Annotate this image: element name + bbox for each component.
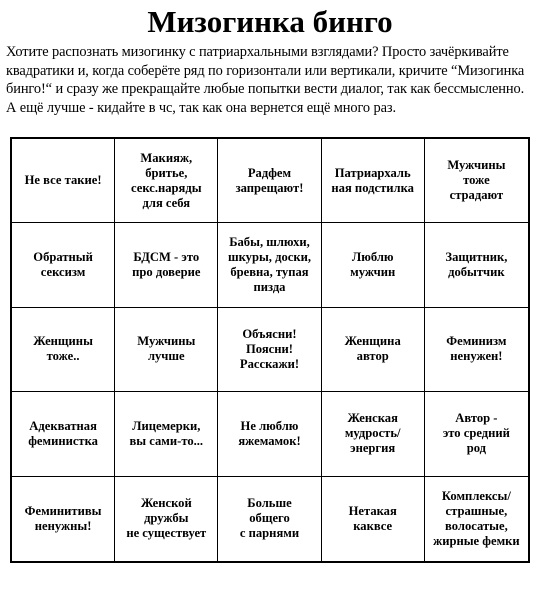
bingo-cell[interactable]: Женщина автор	[322, 308, 425, 392]
bingo-cell[interactable]: Патриархаль ная подстилка	[322, 139, 425, 223]
bingo-cell[interactable]: Бабы, шлюхи, шкуры, доски, бревна, тупая пизда	[218, 223, 321, 307]
bingo-cell[interactable]: Мужчины тоже страдают	[425, 139, 528, 223]
bingo-cell[interactable]: Автор - это средний род	[425, 392, 528, 476]
bingo-cell[interactable]: Женской дружбы не существует	[115, 477, 218, 561]
bingo-cell[interactable]: Женщины тоже..	[12, 308, 115, 392]
bingo-cell[interactable]: Лицемерки, вы сами-то...	[115, 392, 218, 476]
bingo-cell[interactable]: Комплексы/ страшные, волосатые, жирные фемки	[433, 488, 520, 548]
bingo-cell[interactable]: Радфем запрещают!	[218, 139, 321, 223]
bingo-cell[interactable]: Не люблю яжемамок!	[218, 392, 321, 476]
bingo-cell[interactable]: Макияж, бритье, секс.наряды для себя	[115, 139, 218, 223]
bingo-grid	[10, 137, 530, 563]
bingo-cell[interactable]: Мужчины лучше	[115, 308, 218, 392]
bingo-cell[interactable]: Больше общего с парнями	[218, 477, 321, 561]
intro-text: Хотите распознать мизогинку с патриархальными взглядами? Просто зачёркивайте квадратики и, когда соберёте ряд по горизонтали или вертикали, кричите “Мизогинка бинго!“ и сразу же прекращайте любые попытки вести диалог, так как бессмысленно. А ещё лучше - кидайте в чс, так как она вернется ещё много раз.	[6, 44, 525, 116]
bingo-cell[interactable]: Адекватная феминистка	[12, 392, 115, 476]
bingo-cell[interactable]: Феминизм ненужен!	[425, 308, 528, 392]
bingo-cell[interactable]: Феминитивы ненужны!	[12, 477, 115, 561]
bingo-cell[interactable]: Обратный сексизм	[12, 223, 115, 307]
bingo-cell[interactable]: Защитник, добытчик	[425, 223, 528, 307]
bingo-cell[interactable]: Нетакая каквсе	[322, 477, 425, 561]
bingo-cell[interactable]: Не все такие!	[12, 139, 115, 223]
bingo-cell[interactable]: Женская мудрость/ энергия	[322, 392, 425, 476]
page-title: Мизогинка бинго	[147, 4, 393, 39]
bingo-cell[interactable]: БДСМ - это про доверие	[115, 223, 218, 307]
bingo-cell[interactable]: Люблю мужчин	[322, 223, 425, 307]
bingo-cell[interactable]: Объясни! Поясни! Расскажи!	[218, 308, 321, 392]
